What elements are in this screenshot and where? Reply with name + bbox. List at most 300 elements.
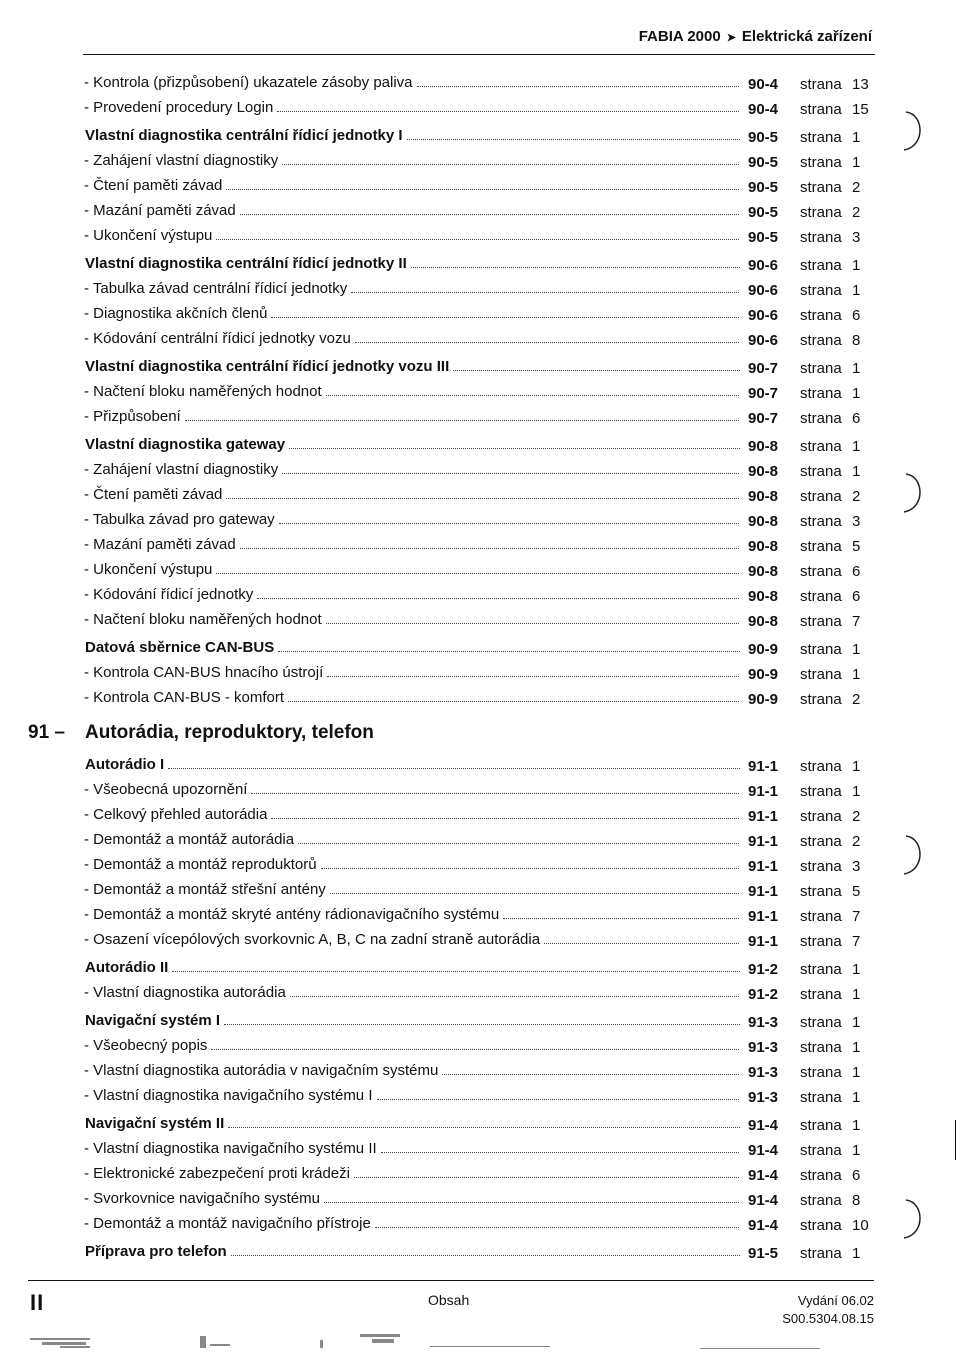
toc-entry-page: 1 xyxy=(852,1039,861,1056)
toc-entry-text: Vlastní diagnostika centrální řídicí jednotky vozu III xyxy=(85,354,453,379)
toc-entry-code: 91-3 xyxy=(748,1064,779,1081)
footer-doc-number: S00.5304.08.15 xyxy=(782,1311,874,1326)
toc-entry-code: 90-5 xyxy=(748,179,779,196)
toc-entry-label xyxy=(85,1111,740,1136)
toc-entry-text: - Čtení paměti závad xyxy=(84,482,226,507)
toc-entry-label xyxy=(84,173,739,198)
toc-entry xyxy=(0,827,960,852)
toc-entry-page: 1 xyxy=(852,961,861,978)
toc-entry-page: 6 xyxy=(852,410,861,427)
toc-entry xyxy=(0,1239,960,1264)
leader-dots xyxy=(279,523,739,524)
footer-edition: Vydání 06.02 xyxy=(797,1293,874,1308)
toc-entry-code: 90-6 xyxy=(748,307,779,324)
leader-dots xyxy=(228,1127,740,1128)
toc-entry-label xyxy=(84,1136,739,1161)
toc-entry-strana: strana xyxy=(800,986,842,1003)
toc-entry-label xyxy=(84,507,739,532)
leader-dots xyxy=(172,971,740,972)
scan-noise xyxy=(0,1326,960,1358)
toc-entry-code: 91-2 xyxy=(748,986,779,1003)
section-heading xyxy=(0,716,960,752)
leader-dots xyxy=(411,267,740,268)
section-title: Autorádia, reproduktory, telefon xyxy=(85,722,374,743)
toc-entry-text: Autorádio I xyxy=(85,752,168,777)
toc-entry xyxy=(0,173,960,198)
toc-entry-code: 90-5 xyxy=(748,229,779,246)
toc-entry-strana: strana xyxy=(800,1192,842,1209)
toc-entry xyxy=(0,198,960,223)
toc-entry-label xyxy=(84,148,739,173)
toc-entry-label xyxy=(84,326,739,351)
toc-entry-page: 6 xyxy=(852,588,861,605)
toc-entry-strana: strana xyxy=(800,154,842,171)
toc-entry-page: 2 xyxy=(852,179,861,196)
toc-entry xyxy=(0,1136,960,1161)
toc-entry xyxy=(0,852,960,877)
toc-entry-strana: strana xyxy=(800,129,842,146)
toc-entry-strana: strana xyxy=(800,410,842,427)
toc-entry xyxy=(0,607,960,632)
toc-entry-code: 91-4 xyxy=(748,1192,779,1209)
toc-entry-label xyxy=(85,1008,740,1033)
toc-entry-text: - Načtení bloku naměřených hodnot xyxy=(84,607,326,632)
toc-entry-strana: strana xyxy=(800,1089,842,1106)
footer-part-number: II xyxy=(30,1290,45,1315)
toc-entry-strana: strana xyxy=(800,385,842,402)
toc-entry-page: 1 xyxy=(852,463,861,480)
leader-dots xyxy=(544,943,739,944)
toc-entry xyxy=(0,251,960,276)
toc-entry-strana: strana xyxy=(800,783,842,800)
leader-dots xyxy=(354,1177,739,1178)
toc-entry-code: 91-4 xyxy=(748,1142,779,1159)
toc-entry-text: - Mazání paměti závad xyxy=(84,532,240,557)
toc-entry-code: 90-5 xyxy=(748,154,779,171)
toc-entry-code: 91-1 xyxy=(748,883,779,900)
toc-entry-text: - Mazání paměti závad xyxy=(84,198,240,223)
toc-entry-label xyxy=(84,685,739,710)
toc-entry-label xyxy=(84,1186,739,1211)
toc-entry-code: 91-3 xyxy=(748,1014,779,1031)
leader-dots xyxy=(282,473,739,474)
toc-entry-label xyxy=(84,582,739,607)
leader-dots xyxy=(226,189,739,190)
leader-dots xyxy=(417,86,739,87)
leader-dots xyxy=(330,893,739,894)
footer-edition-block xyxy=(782,1292,874,1328)
toc-entry-strana: strana xyxy=(800,204,842,221)
toc-entry xyxy=(0,123,960,148)
header-model: FABIA 2000 xyxy=(638,28,721,45)
leader-dots xyxy=(185,420,739,421)
toc-entry-page: 1 xyxy=(852,129,861,146)
toc-entry-text: - Všeobecná upozornění xyxy=(84,777,251,802)
toc-entry-page: 1 xyxy=(852,360,861,377)
leader-dots xyxy=(240,214,739,215)
right-edge-line xyxy=(955,1120,956,1160)
toc-entry-code: 90-9 xyxy=(748,691,779,708)
toc-entry-page: 1 xyxy=(852,1245,861,1262)
toc-entry-page: 5 xyxy=(852,883,861,900)
binder-hole-mark xyxy=(900,108,930,154)
toc-entry-label xyxy=(84,557,739,582)
toc-entry-text: - Demontáž a montáž skryté antény rádionavigačního systému xyxy=(84,902,503,927)
toc-entry xyxy=(0,432,960,457)
leader-dots xyxy=(278,651,740,652)
leader-dots xyxy=(231,1255,740,1256)
toc-entry-text: - Osazení vícepólových svorkovnic A, B, C na zadní straně autorádia xyxy=(84,927,544,952)
toc-entry-page: 1 xyxy=(852,641,861,658)
toc-entry xyxy=(0,70,960,95)
toc-entry-code: 91-1 xyxy=(748,808,779,825)
leader-dots xyxy=(375,1227,739,1228)
toc-entry-label xyxy=(84,777,739,802)
toc-entry-label xyxy=(84,70,739,95)
toc-entry-text: - Tabulka závad centrální řídicí jednotky xyxy=(84,276,351,301)
toc-entry-label xyxy=(84,852,739,877)
toc-entry-code: 90-6 xyxy=(748,257,779,274)
toc-entry-strana: strana xyxy=(800,961,842,978)
toc-entry-code: 91-4 xyxy=(748,1117,779,1134)
toc-entry-text: - Zahájení vlastní diagnostiky xyxy=(84,148,282,173)
toc-entry-page: 1 xyxy=(852,385,861,402)
toc-entry xyxy=(0,877,960,902)
toc-entry xyxy=(0,927,960,952)
toc-entry-strana: strana xyxy=(800,1014,842,1031)
toc-entry-page: 6 xyxy=(852,563,861,580)
toc-entry-strana: strana xyxy=(800,76,842,93)
toc-entry xyxy=(0,379,960,404)
toc-entry-page: 7 xyxy=(852,908,861,925)
leader-dots xyxy=(216,239,739,240)
toc-entry-page: 1 xyxy=(852,154,861,171)
toc-entry-text: Vlastní diagnostika gateway xyxy=(85,432,289,457)
toc-entry-text: - Vlastní diagnostika navigačního systému II xyxy=(84,1136,381,1161)
toc-entry-label xyxy=(85,635,740,660)
toc-entry-label xyxy=(84,379,739,404)
toc-entry-text: - Ukončení výstupu xyxy=(84,557,216,582)
toc-entry-strana: strana xyxy=(800,641,842,658)
leader-dots xyxy=(324,1202,739,1203)
toc-entry xyxy=(0,1008,960,1033)
toc-entry-text: Autorádio II xyxy=(85,955,172,980)
toc-entry-code: 90-8 xyxy=(748,488,779,505)
toc-entry-text: - Provedení procedury Login xyxy=(84,95,277,120)
toc-entry-page: 8 xyxy=(852,332,861,349)
toc-entry-text: - Tabulka závad pro gateway xyxy=(84,507,279,532)
toc-entry-page: 2 xyxy=(852,691,861,708)
toc-entry-code: 90-7 xyxy=(748,360,779,377)
toc-entry-label xyxy=(85,123,740,148)
arrow-icon: ➤ xyxy=(726,32,736,44)
section-dash: – xyxy=(54,722,65,743)
toc-entry-page: 1 xyxy=(852,438,861,455)
toc-entry-strana: strana xyxy=(800,758,842,775)
leader-dots xyxy=(224,1024,740,1025)
toc-entry-strana: strana xyxy=(800,332,842,349)
toc-entry-strana: strana xyxy=(800,513,842,530)
toc-entry-code: 90-6 xyxy=(748,332,779,349)
toc-entry-text: - Demontáž a montáž autorádia xyxy=(84,827,298,852)
toc-entry-page: 2 xyxy=(852,833,861,850)
toc-entry-page: 1 xyxy=(852,758,861,775)
toc-group-90 xyxy=(0,70,960,710)
toc-entry-code: 91-1 xyxy=(748,933,779,950)
toc-entry-code: 91-1 xyxy=(748,833,779,850)
toc-entry-text: - Všeobecný popis xyxy=(84,1033,211,1058)
toc-entry-text: Navigační systém I xyxy=(85,1008,224,1033)
toc-entry-strana: strana xyxy=(800,666,842,683)
toc-entry-label xyxy=(85,354,740,379)
toc-entry-label xyxy=(84,802,739,827)
toc-entry-page: 6 xyxy=(852,1167,861,1184)
leader-dots xyxy=(251,793,739,794)
toc-entry-label xyxy=(84,902,739,927)
toc-entry-strana: strana xyxy=(800,691,842,708)
toc-entry-page: 3 xyxy=(852,229,861,246)
toc-entry-text: - Svorkovnice navigačního systému xyxy=(84,1186,324,1211)
toc-entry-strana: strana xyxy=(800,257,842,274)
toc-entry-text: - Elektronické zabezpečení proti krádeži xyxy=(84,1161,354,1186)
toc-entry-text: - Čtení paměti závad xyxy=(84,173,226,198)
toc-entry-strana: strana xyxy=(800,588,842,605)
toc-entry xyxy=(0,457,960,482)
toc-entry-text: - Kontrola CAN-BUS - komfort xyxy=(84,685,288,710)
leader-dots xyxy=(216,573,739,574)
toc-entry xyxy=(0,354,960,379)
leader-dots xyxy=(326,395,739,396)
toc-entry-page: 1 xyxy=(852,986,861,1003)
header-chapter: Elektrická zařízení xyxy=(741,28,872,45)
toc-entry-label xyxy=(84,301,739,326)
toc-entry-page: 1 xyxy=(852,257,861,274)
toc-entry-code: 90-8 xyxy=(748,613,779,630)
toc-entry xyxy=(0,955,960,980)
toc-entry-page: 2 xyxy=(852,488,861,505)
toc-entry-strana: strana xyxy=(800,833,842,850)
toc-entry-page: 2 xyxy=(852,808,861,825)
toc-entry xyxy=(0,404,960,429)
toc-entry-label xyxy=(84,223,739,248)
toc-entry xyxy=(0,685,960,710)
toc-entry-text: Příprava pro telefon xyxy=(85,1239,231,1264)
toc-entry-text: - Přizpůsobení xyxy=(84,404,185,429)
toc-entry-code: 91-1 xyxy=(748,783,779,800)
toc-entry-strana: strana xyxy=(800,1167,842,1184)
toc-entry-page: 7 xyxy=(852,613,861,630)
toc-entry-code: 90-8 xyxy=(748,513,779,530)
toc-entry xyxy=(0,95,960,120)
binder-hole-mark xyxy=(900,470,930,516)
toc-entry-code: 90-7 xyxy=(748,385,779,402)
toc-entry-label xyxy=(84,482,739,507)
toc-entry-strana: strana xyxy=(800,488,842,505)
toc-entry-code: 91-1 xyxy=(748,908,779,925)
toc-entry xyxy=(0,902,960,927)
toc-entry xyxy=(0,1033,960,1058)
toc-entry xyxy=(0,582,960,607)
toc-entry-page: 1 xyxy=(852,1014,861,1031)
leader-dots xyxy=(298,843,739,844)
toc-entry xyxy=(0,802,960,827)
toc-entry xyxy=(0,752,960,777)
toc-entry-strana: strana xyxy=(800,908,842,925)
toc-entry-text: - Diagnostika akčních členů xyxy=(84,301,271,326)
toc-entry xyxy=(0,1083,960,1108)
toc-entry-strana: strana xyxy=(800,883,842,900)
toc-entry xyxy=(0,557,960,582)
toc-entry-page: 1 xyxy=(852,1117,861,1134)
toc-entry-page: 1 xyxy=(852,1089,861,1106)
toc-entry-strana: strana xyxy=(800,229,842,246)
toc-entry-page: 13 xyxy=(852,76,869,93)
toc-entry-strana: strana xyxy=(800,933,842,950)
toc-entry-page: 7 xyxy=(852,933,861,950)
toc-entry-text: - Ukončení výstupu xyxy=(84,223,216,248)
toc-entry xyxy=(0,532,960,557)
toc-entry-page: 15 xyxy=(852,101,869,118)
toc-entry xyxy=(0,301,960,326)
toc-entry-code: 91-4 xyxy=(748,1217,779,1234)
toc-entry-strana: strana xyxy=(800,1064,842,1081)
toc-entry-page: 3 xyxy=(852,858,861,875)
toc-entry-code: 90-8 xyxy=(748,588,779,605)
toc-entry-label xyxy=(84,532,739,557)
toc-entry-code: 90-8 xyxy=(748,438,779,455)
toc-entry xyxy=(0,276,960,301)
toc-entry-strana: strana xyxy=(800,307,842,324)
toc-entry xyxy=(0,660,960,685)
toc-entry-page: 8 xyxy=(852,1192,861,1209)
toc-entry-code: 90-4 xyxy=(748,101,779,118)
toc-entry xyxy=(0,223,960,248)
toc-entry-code: 91-3 xyxy=(748,1039,779,1056)
leader-dots xyxy=(327,676,739,677)
toc-entry-text: - Kódování centrální řídicí jednotky vozu xyxy=(84,326,355,351)
toc-entry-code: 91-1 xyxy=(748,758,779,775)
leader-dots xyxy=(211,1049,739,1050)
binder-hole-mark xyxy=(900,1196,930,1242)
leader-dots xyxy=(381,1152,739,1153)
toc-entry-strana: strana xyxy=(800,101,842,118)
toc-entry-code: 90-8 xyxy=(748,563,779,580)
toc-entry-page: 1 xyxy=(852,1142,861,1159)
toc-entry-label xyxy=(84,457,739,482)
toc-entry-strana: strana xyxy=(800,1217,842,1234)
toc-entry-code: 91-5 xyxy=(748,1245,779,1262)
toc-entry-strana: strana xyxy=(800,538,842,555)
toc-entry-code: 90-8 xyxy=(748,538,779,555)
leader-dots xyxy=(288,701,739,702)
toc-entry-text: - Demontáž a montáž střešní antény xyxy=(84,877,330,902)
leader-dots xyxy=(377,1099,740,1100)
toc-entry-label xyxy=(84,95,739,120)
toc-entry-text: - Demontáž a montáž reproduktorů xyxy=(84,852,321,877)
toc-entry xyxy=(0,980,960,1005)
footer-title: Obsah xyxy=(428,1292,470,1308)
toc-entry-text: - Vlastní diagnostika navigačního systému I xyxy=(84,1083,377,1108)
toc-entry xyxy=(0,1161,960,1186)
toc-entry-text: - Zahájení vlastní diagnostiky xyxy=(84,457,282,482)
toc-entry-strana: strana xyxy=(800,282,842,299)
toc-entry-strana: strana xyxy=(800,1039,842,1056)
toc-entry-page: 2 xyxy=(852,204,861,221)
toc-entry-label xyxy=(84,927,739,952)
toc-entry-text: - Celkový přehled autorádia xyxy=(84,802,271,827)
toc-entry-text: - Načtení bloku naměřených hodnot xyxy=(84,379,326,404)
toc-entry-code: 90-6 xyxy=(748,282,779,299)
leader-dots xyxy=(277,111,739,112)
toc-entry-page: 1 xyxy=(852,1064,861,1081)
toc-entry-text: Vlastní diagnostika centrální řídicí jednotky II xyxy=(85,251,411,276)
toc-entry-text: - Vlastní diagnostika autorádia v navigačním systému xyxy=(84,1058,442,1083)
toc-entry-page: 1 xyxy=(852,783,861,800)
toc-entry-page: 1 xyxy=(852,666,861,683)
toc-entry-strana: strana xyxy=(800,563,842,580)
toc-entry-label xyxy=(85,955,740,980)
leader-dots xyxy=(355,342,739,343)
toc-entry-label xyxy=(85,432,740,457)
toc-entry-code: 90-4 xyxy=(748,76,779,93)
leader-dots xyxy=(407,139,740,140)
leader-dots xyxy=(240,548,739,549)
toc-entry-label xyxy=(85,752,740,777)
leader-dots xyxy=(257,598,739,599)
toc-entry-strana: strana xyxy=(800,438,842,455)
toc-entry-text: - Kontrola (přizpůsobení) ukazatele zásoby paliva xyxy=(84,70,417,95)
toc-entry xyxy=(0,635,960,660)
toc-entry-strana: strana xyxy=(800,808,842,825)
toc-entry-strana: strana xyxy=(800,1117,842,1134)
toc-entry-code: 91-2 xyxy=(748,961,779,978)
toc-entry-code: 91-3 xyxy=(748,1089,779,1106)
toc-entry-label xyxy=(84,660,739,685)
leader-dots xyxy=(226,498,739,499)
toc-entry-label xyxy=(84,877,739,902)
toc-entry-label xyxy=(84,1161,739,1186)
toc-entry-strana: strana xyxy=(800,858,842,875)
toc-entry-label xyxy=(84,276,739,301)
toc-entry xyxy=(0,1111,960,1136)
toc-entry-label xyxy=(84,198,739,223)
toc-entry-label xyxy=(84,1058,739,1083)
toc-entry-label xyxy=(84,404,739,429)
page-header xyxy=(0,28,872,45)
toc-entry-page: 6 xyxy=(852,307,861,324)
toc-entry-text: - Kontrola CAN-BUS hnacího ústrojí xyxy=(84,660,327,685)
section-number: 91 xyxy=(28,722,50,743)
leader-dots xyxy=(351,292,739,293)
toc-entry xyxy=(0,482,960,507)
toc-entry-code: 90-8 xyxy=(748,463,779,480)
toc-entry-label xyxy=(84,827,739,852)
toc-entry-label xyxy=(85,1239,740,1264)
leader-dots xyxy=(503,918,739,919)
toc-entry-strana: strana xyxy=(800,360,842,377)
leader-dots xyxy=(271,317,739,318)
toc-entry-text: Datová sběrnice CAN-BUS xyxy=(85,635,278,660)
toc-entry xyxy=(0,1186,960,1211)
toc-entry-strana: strana xyxy=(800,613,842,630)
toc-entry xyxy=(0,148,960,173)
toc-entry-code: 90-9 xyxy=(748,666,779,683)
toc-entry-strana: strana xyxy=(800,179,842,196)
toc-group-91 xyxy=(0,752,960,1264)
toc-entry-strana: strana xyxy=(800,463,842,480)
toc-entry-text: - Vlastní diagnostika autorádia xyxy=(84,980,290,1005)
leader-dots xyxy=(326,623,739,624)
